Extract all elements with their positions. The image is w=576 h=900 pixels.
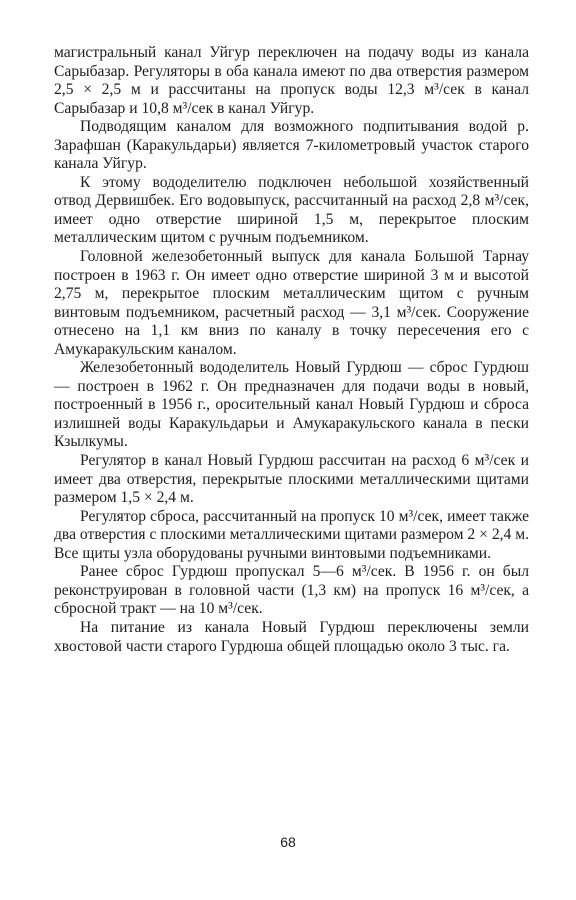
paragraph-dervishbek: К этому вододелителю подключен небольшой хозяйственный отвод Дервишбек. Его водовыпуск, рассчитанный на расход 2,8 м³/сек, имеет одно отверстие шириной 1,5 м, перекрытое плоским металлическим щитом с ручным подъемником. — [54, 173, 529, 247]
paragraph-continuation: магистральный канал Уйгур переключен на подачу воды из канала Сарыбазар. Регуляторы в оба канала имеют по два отверстия размером 2,5 × 2,5 м и рассчитаны на пропуск воды 12,3 м³/сек в канал Сарыбазар и 10,8 м³/сек в канал Уйгур. — [54, 44, 529, 117]
paragraph-novyi-gurdyush-divider: Железобетонный вододелитель Новый Гурдюш — сброс Гурдюш — построен в 1962 г. Он предназначен для подачи воды в новый, построенный в 1956 г., оросительный канал Новый Гурдюш и сброса излишней воды Каракульдарьи и Амукаракульского канала в пески Кзылкумы. — [54, 359, 529, 451]
paragraph-spillway-history: Ранее сброс Гурдюш пропускал 5—6 м³/сек. В 1956 г. он был реконструирован в головной части (1,3 км) на пропуск 16 м³/сек, а сбросной тракт — на 10 м³/сек. — [54, 563, 529, 618]
paragraph-regulator-canal: Регулятор в канал Новый Гурдюш рассчитан на расход 6 м³/сек и имеет два отверстия, перекрытые плоскими металлическими щитами размером 1,5 × 2,4 м. — [54, 452, 529, 507]
paragraph-regulator-spillway: Регулятор сброса, рассчитанный на пропуск 10 м³/сек, имеет также два отверстия с плоскими металлическими щитами размером 2 × 2,4 м. Все щиты узла оборудованы ручными винтовыми подъемниками. — [54, 507, 529, 562]
paragraph-uigur-section: Подводящим каналом для возможного подпитывания водой р. Зарафшан (Каракульдарьи) является 7-километровый участок старого канала Уйгур. — [54, 118, 529, 173]
page-body — [54, 44, 529, 656]
paragraph-bolshoi-tarnau: Головной железобетонный выпуск для канала Большой Тарнау построен в 1963 г. Он имеет одно отверстие шириной 3 м и высотой 2,75 м, перекрытое плоским металлическим щитом с ручным винтовым подъемником, расчетный расход — 3,1 м³/сек. Сооружение отнесено на 1,1 км вниз по каналу в точку пересечения его с Амукаракульским каналом. — [54, 248, 529, 358]
page-number: 68 — [280, 834, 296, 850]
paragraph-land-supply: На питание из канала Новый Гурдюш переключены земли хвостовой части старого Гурдюша общей площадью около 3 тыс. га. — [54, 618, 529, 655]
